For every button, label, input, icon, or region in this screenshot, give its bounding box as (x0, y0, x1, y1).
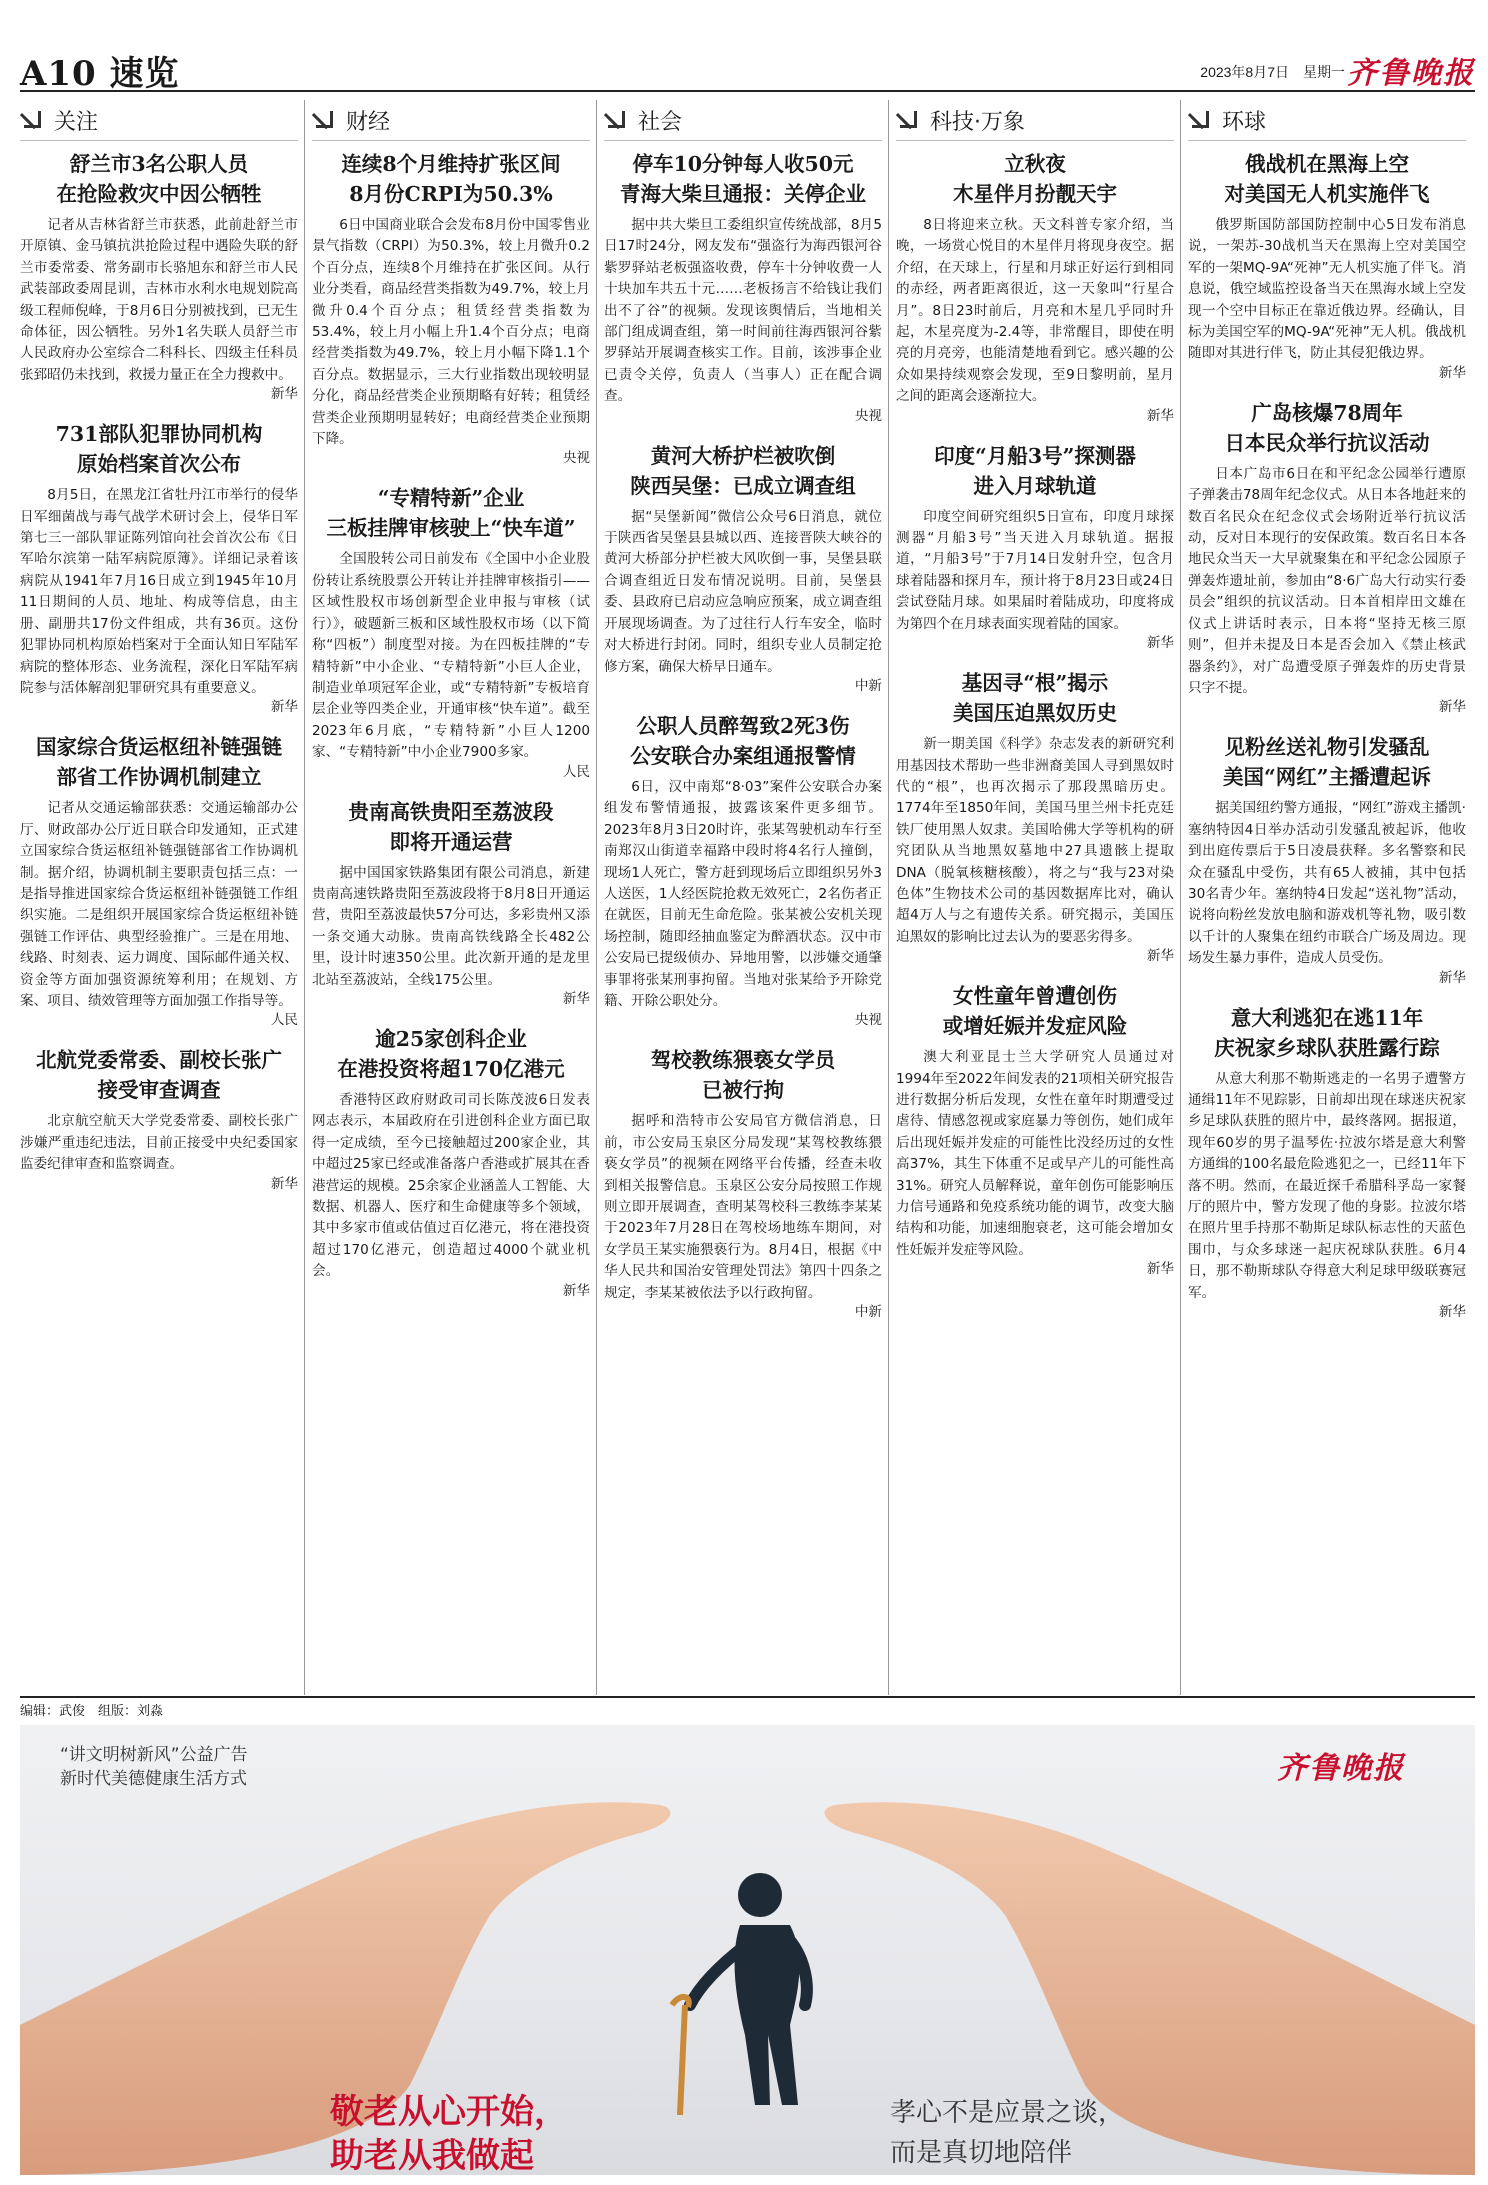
article-source: 新华 (1146, 1261, 1174, 1278)
dateline (1186, 62, 1345, 82)
section-header (896, 100, 1174, 141)
article (1188, 1003, 1466, 1323)
article (20, 419, 298, 718)
ad-line1: “讲文明树新风”公益广告 (60, 1745, 248, 1765)
article-source: 新华 (270, 1175, 298, 1192)
section-title: 关注 (54, 109, 99, 135)
article-source: 新华 (562, 1282, 590, 1299)
ad-slogan-left-2: 助老从我做起 (330, 2136, 534, 2175)
column-divider (888, 100, 889, 1695)
ad-slogan-right-1: 孝心不是应景之谈， (890, 2098, 1125, 2128)
article-source: 中新 (854, 677, 882, 694)
weekday: 星期一 (1303, 64, 1345, 80)
article (1188, 732, 1466, 988)
article-body: 据中国国家铁路集团有限公司消息，新建贵南高速铁路贵阳至荔波段将于8月8日开通运营，贵阳至荔波最快57分可达，多彩贵州又添一条交通大动脉。贵南高铁线路全长482公里，设计时速350公里。此次新开通的是龙里北站至荔波站，全线175公里。 (312, 864, 590, 988)
ad-slogan-left-1: 敬老从心开始， (330, 2092, 568, 2132)
elderly-figure (672, 1873, 807, 2115)
article-source: 央视 (854, 407, 882, 424)
article (896, 441, 1174, 654)
article-source: 中新 (854, 1304, 882, 1321)
section-arrow-icon (312, 109, 338, 131)
hands-illustration (20, 1725, 1475, 2175)
article-headline: 停车10分钟每人收50元 青海大柴旦通报：关停企业 (620, 152, 866, 206)
news-column (312, 100, 590, 1695)
article (312, 149, 590, 469)
article-body: 据呼和浩特市公安局官方微信消息，日前，市公安局玉泉区分局发现“某驾校教练猥亵女学员”的视频在网络平台传播，经查未收到相关报警信息。玉泉区公安分局按照工作规则立即开展调查，查明某驾校科三教练李某某于2023年7月28日在驾校场地练车期间，对女学员王某实施猥亵行为。8月4日，根据《中华人民共和国治安管理处罚法》第四十四条之规定，李某某被依法予以行政拘留。 (604, 1113, 882, 1301)
news-column (1188, 100, 1466, 1695)
article-body: 据美国纽约警方通报，“网红”游戏主播凯·塞纳特因4日举办活动引发骚乱被起诉，他收到出庭传票后于5日凌晨获释。多名警察和民众在骚乱中受伤，共有65人被捕，其中包括30名青少年。塞纳特4日发起“送礼物”活动，说将向粉丝发放电脑和游戏机等礼物，吸引数以千计的人聚集在纽约市联合广场及周边。现场发生暴力事件，造成人员受伤。 (1188, 800, 1466, 967)
article-source: 人民 (562, 763, 590, 780)
article (312, 797, 590, 1010)
article-headline: 广岛核爆78周年 日本民众举行抗议活动 (1224, 400, 1430, 455)
article-source: 新华 (1438, 699, 1466, 716)
article-headline: 舒兰市3名公职人员 在抢险救灾中因公牺牲 (56, 152, 262, 206)
article-headline: 印度“月船3号”探测器 进入月球轨道 (934, 443, 1136, 498)
section-arrow-icon (20, 109, 46, 131)
section-header (604, 100, 882, 141)
section-title: 环球 (1222, 109, 1267, 135)
article (896, 981, 1174, 1280)
article-body: 日本广岛市6日在和平纪念公园举行遭原子弹袭击78周年纪念仪式。从日本各地赶来的数百名民众在纪念仪式会场附近举行抗议活动，反对日本现行的安保政策。数百名日本各地民众当天一大早就聚集在和平纪念公园原子弹轰炸遗址前，参加由“8·6广岛大行动实行委员会”组织的抗议活动。日本首相岸田文雄在仪式上讲话时表示，日本将“坚持无核三原则”，但并未提及日本是否会加入《禁止核武器条约》，对广岛遭受原子弹轰炸的历史背景只字不提。 (1188, 465, 1466, 696)
section-title: 社会 (638, 109, 683, 135)
article-body: 记者从交通运输部获悉：交通运输部办公厅、财政部办公厅近日联合印发通知，正式建立国家综合货运枢纽补链强链部省工作协调机制。据介绍，协调机制主要职责包括三点：一是指导推进国家综合货运枢纽补链强链工作组织实施。二是组织开展国家综合货运枢纽补链强链工作评估、典型经验推广。三是在用地、线路、时刻表、运力调度、国际邮件通关权、资金等方面加强资源统筹利用；在规划、方案、项目、绩效管理等方面加强工作指导等。 (20, 800, 298, 1009)
article-source: 人民 (270, 1012, 298, 1029)
article-body: 澳大利亚昆士兰大学研究人员通过对1994年至2022年间发表的21项相关研究报告进行数据分析后发现，女性在童年时期遭受过虐待、情感忽视或家庭暴力等创伤，她们成年后出现妊娠并发症的可能性比没经历过的女性高37%，其生下体重不足或早产儿的可能性高31%。研究人员解释说，童年创伤可能影响压力信号通路和免疫系统功能的调节，改变大脑结构和功能，加速细胞衰老，这可能会增加女性妊娠并发症等风险。 (896, 1049, 1174, 1258)
article-body: 8月5日，在黑龙江省牡丹江市举行的侵华日军细菌战与毒气战学术研讨会上，侵华日军第七三一部队罪证陈列馆向社会首次公布《日军哈尔滨第一陆军病院原簿》。详细记录着该病院从1941年7月16日成立到1945年10月11日期间的人员、地址、构成等信息，由主册、副册共17份文件组成，共有36页。这份犯罪协同机构原始档案对于全面认知日军陆军病院的整体形态、业务流程，深化日军陆军病院参与活体解剖犯罪研究具有重要意义。 (20, 487, 298, 696)
article (604, 149, 882, 427)
date: 2023年8月7日 (1200, 64, 1289, 80)
article-headline: 见粉丝送礼物引发骚乱 美国“网红”主播遭起诉 (1222, 735, 1432, 790)
article (604, 711, 882, 1031)
article (1188, 149, 1466, 384)
article (20, 732, 298, 1031)
section-header (312, 100, 590, 141)
article (604, 441, 882, 697)
page-number: A10 速览 (20, 54, 180, 94)
section-title: 科技·万象 (930, 109, 1025, 135)
article-body: 据中共大柴旦工委组织宣传统战部，8月5日17时24分，网友发布“强盗行为海西银河谷紫罗驿站老板强盗收费，停车十分钟收费一人十块加车共五十元……老板扬言不给钱让我们出不了谷”的视频。发现该舆情后，当地相关部门组成调查组，第一时间前往海西银河谷紫罗驿站开展调查核实工作。目前，该涉事企业已责令关停，负责人（当事人）正在配合调查。 (604, 217, 882, 405)
section-arrow-icon (604, 109, 630, 131)
article-body: 印度空间研究组织5日宣布，印度月球探测器“月船3号”当天进入月球轨道。据报道，“月船3号”于7月14日发射升空，包含月球着陆器和探月车，预计将于8月23日或24日尝试登陆月球。如果届时着陆成功，印度将成为第四个在月球表面实现着陆的国家。 (896, 508, 1174, 632)
article (604, 1045, 882, 1323)
article-headline: 立秋夜 木星伴月扮靓天宇 (953, 152, 1117, 206)
article-body: 俄罗斯国防部国防控制中心5日发布消息说，一架苏-30战机当天在黑海上空对美国空军的一架MQ-9A“死神”无人机实施了伴飞。消息说，俄空域监控设备当天在黑海水域上空发现一个空中目标正在靠近俄边界。经确认，目标为美国空军的MQ-9A“死神”无人机。俄战机随即对其进行伴飞，防止其侵犯俄边界。 (1188, 217, 1466, 362)
masthead-logo: 齐鲁晚报 (1347, 56, 1475, 91)
article-headline: 黄河大桥护栏被吹倒 陕西吴堡：已成立调查组 (630, 443, 856, 498)
ad-slogan-left (330, 2090, 568, 2175)
article (1188, 398, 1466, 718)
article-headline: 女性童年曾遭创伤 或增妊娠并发症风险 (942, 984, 1128, 1039)
column-divider (596, 100, 597, 1695)
section-header (1188, 100, 1466, 141)
footer-rule (20, 1696, 1475, 1698)
ad-header (60, 1743, 248, 1791)
section-arrow-icon (896, 109, 922, 131)
article-headline: 逾25家创科企业 在港投资将超170亿港元 (337, 1026, 565, 1081)
news-column (20, 100, 298, 1695)
article (896, 149, 1174, 427)
news-column (604, 100, 882, 1695)
article-headline: 国家综合货运枢纽补链强链 部省工作协调机制建立 (36, 735, 282, 790)
section-header (20, 100, 298, 141)
article (312, 483, 590, 782)
article-source: 央视 (854, 1012, 882, 1029)
article-source: 新华 (1146, 635, 1174, 652)
article-headline: 公职人员醉驾致2死3伤 公安联合办案组通报警情 (630, 713, 856, 768)
article (896, 668, 1174, 967)
article-source: 新华 (270, 699, 298, 716)
article-body: 新一期美国《科学》杂志发表的新研究利用基因技术帮助一些非洲裔美国人寻到黑奴时代的“根”，也再次揭示了那段黑暗历史。1774年至1850年间，美国马里兰州卡托克廷铁厂使用黑人奴隶。美国哈佛大学等机构的研究团队从当地黑奴墓地中27具遗骸上提取DNA（脱氧核糖核酸），将之与“我与23对染色体”生物技术公司的基因数据库比对，确认超4万人与之有遗传关系。研究揭示，美国压迫黑奴的影响比过去认为的要恶劣得多。 (896, 736, 1174, 945)
news-column (896, 100, 1174, 1695)
article-body: 从意大利那不勒斯逃走的一名男子遭警方通缉11年不见踪影，日前却出现在球迷庆祝家乡足球队获胜的照片中，最终落网。据报道，现年60岁的男子温琴佐·拉波尔塔是意大利警方通缉的100名最危险逃犯之一，已经11年下落不明。然而，在最近探千希腊科孚岛一家餐厅的照片中，警方发现了他的身影。拉波尔塔在照片里手持那不勒斯足球队标志性的天蓝色围巾，与众多球迷一起庆祝球队获胜。6月4日，那不勒斯球队夺得意大利足球甲级联赛冠军。 (1188, 1070, 1466, 1301)
article-source: 新华 (1438, 364, 1466, 381)
article-body: 据“吴堡新闻”微信公众号6日消息，就位于陕西省吴堡县县城以西、连接晋陕大峡谷的黄河大桥部分护栏被大风吹倒一事，吴堡县联合调查组近日发布情况说明。目前，吴堡县委、县政府已启动应急响应预案，成立调查组开展现场调查。为了过往行人行车安全，临时对大桥进行封闭。同时，组织专业人员制定抢修方案，确保大桥早日通车。 (604, 508, 882, 675)
article (20, 1045, 298, 1194)
article-headline: 贵南高铁贵阳至荔波段 即将开通运营 (348, 799, 554, 854)
article-source: 新华 (270, 386, 298, 403)
article-source: 新华 (1146, 948, 1174, 965)
article-body: 香港特区政府财政司司长陈茂波6日发表网志表示，本届政府在引进创科企业方面已取得一定成绩，至今已接触超过200家企业，其中超过25家已经或准备落户香港或扩展其在香港营运的规模。25余家企业涵盖人工智能、大数据、机器人、医疗和生命健康等多个领域，其中多家市值或估值过百亿港元，将在港投资超过170亿港元，创造超过4000个就业机会。 (312, 1091, 590, 1280)
ad-line2: 新时代美德健康生活方式 (60, 1769, 247, 1789)
article-headline: 基因寻“根”揭示 美国压迫黑奴历史 (953, 671, 1117, 726)
page-header (20, 40, 1475, 94)
article-headline: 连续8个月维持扩张区间 8月份CRPI为50.3% (341, 152, 561, 206)
article (20, 149, 298, 405)
ad-logo: 齐鲁晚报 (1277, 1751, 1405, 1786)
section-title: 财经 (346, 109, 391, 135)
article (312, 1024, 590, 1302)
article-body: 北京航空航天大学党委常委、副校长张广涉嫌严重违纪违法，目前正接受中央纪委国家监委纪律审查和监察调查。 (20, 1113, 298, 1173)
public-service-ad (20, 1725, 1475, 2175)
column-divider (1180, 100, 1181, 1695)
article-body: 8日将迎来立秋。天文科普专家介绍，当晚，一场赏心悦目的木星伴月将现身夜空。据介绍，在天球上，行星和月球正好运行到相同的赤经，两者距离很近，这一天象叫“行星合月”。8日23时前后，月亮和木星几乎同时升起，木星亮度为-2.4等，非常醒目，即使在明亮的月亮旁，也能清楚地看到它。感兴趣的公众如果持续观察会发现，至9日黎明前，星月之间的距离会逐渐拉大。 (896, 217, 1174, 405)
article-source: 新华 (562, 990, 590, 1007)
ad-slogan-right (890, 2093, 1124, 2173)
article-body: 6日，汉中南郑“8·03”案件公安联合办案组发布警情通报，披露该案件更多细节。2023年8月3日20时许，张某驾驶机动车行至南郑汉山街道幸福路中段时将4名行人撞倒，现场1人死亡，警方赶到现场后立即组织另外3人送医，1人经医院抢救无效死亡，2名伤者正在就医，目前无生命危险。张某被公安机关现场控制，随即经抽血鉴定为醉酒状态。汉中市公安局已提级侦办、异地用警，以涉嫌交通肇事罪将张某刑事拘留。当地对张某给予开除党籍、开除公职处分。 (604, 778, 882, 1009)
column-divider (304, 100, 305, 1695)
article-headline: 北航党委常委、副校长张广 接受审查调查 (36, 1048, 282, 1103)
article-source: 新华 (1438, 1304, 1466, 1321)
article-headline: 俄战机在黑海上空 对美国无人机实施伴飞 (1224, 152, 1430, 206)
editor-credit: 编辑：武俊 组版：刘淼 (20, 1703, 164, 1718)
article-headline: 731部队犯罪协同机构 原始档案首次公布 (55, 422, 263, 477)
article-headline: 意大利逃犯在逃11年 庆祝家乡球队获胜露行踪 (1214, 1005, 1440, 1060)
article-headline: “专精特新”企业 三板挂牌审核驶上“快车道” (326, 486, 576, 541)
article-source: 央视 (562, 450, 590, 467)
article-source: 新华 (1146, 407, 1174, 424)
ad-slogan-right-2: 而是真切地陪伴 (890, 2138, 1073, 2168)
article-body: 全国股转公司日前发布《全国中小企业股份转让系统股票公开转让并挂牌审核指引——区域性股权市场创新型企业申报与审核（试行）》，破题新三板和区域性股权市场（以下简称“四板”）制度型对接。为在四板挂牌的“专精特新”中小企业、“专精特新”小巨人企业，制造业单项冠军企业，或“专精特新”专板培育层企业等四类企业，开通审核“快车道”。截至2023年6月底，“专精特新”小巨人1200家、“专精特新”中小企业7900多家。 (312, 551, 590, 761)
article-body: 记者从吉林省舒兰市获悉，此前赴舒兰市开原镇、金马镇抗洪抢险过程中遇险失联的舒兰市委常委、常务副市长骆旭东和舒兰市人民武装部政委周昆训，吉林市水利水电规划院高级工程师倪峰，于8月6日分别被找到，已无生命体征，因公牺牲。另外1名失联人员舒兰市人民政府办公室综合二科科长、四级主任科员张郅昭仍未找到，救援力量正在全力搜救中。 (20, 217, 298, 383)
section-arrow-icon (1188, 109, 1214, 131)
header-rule (20, 90, 1475, 92)
article-headline: 驾校教练猥亵女学员 已被行拘 (650, 1048, 836, 1103)
article-body: 6日中国商业联合会发布8月份中国零售业景气指数（CRPI）为50.3%，较上月微升0.2个百分点，连续8个月维持在扩张区间。从行业分类看，商品经营类指数为49.7%，较上月微升0.4个百分点；租赁经营类指数为53.4%，较上月小幅上升1.4个百分点；电商经营类指数为49.7%，较上月小幅下降1.1个百分点。数据显示，三大行业指数出现较明显分化，商品经营类企业预期略有好转；租赁经营类企业预期明显转好；电商经营类企业预期下降。 (312, 217, 590, 448)
article-source: 新华 (1438, 969, 1466, 986)
